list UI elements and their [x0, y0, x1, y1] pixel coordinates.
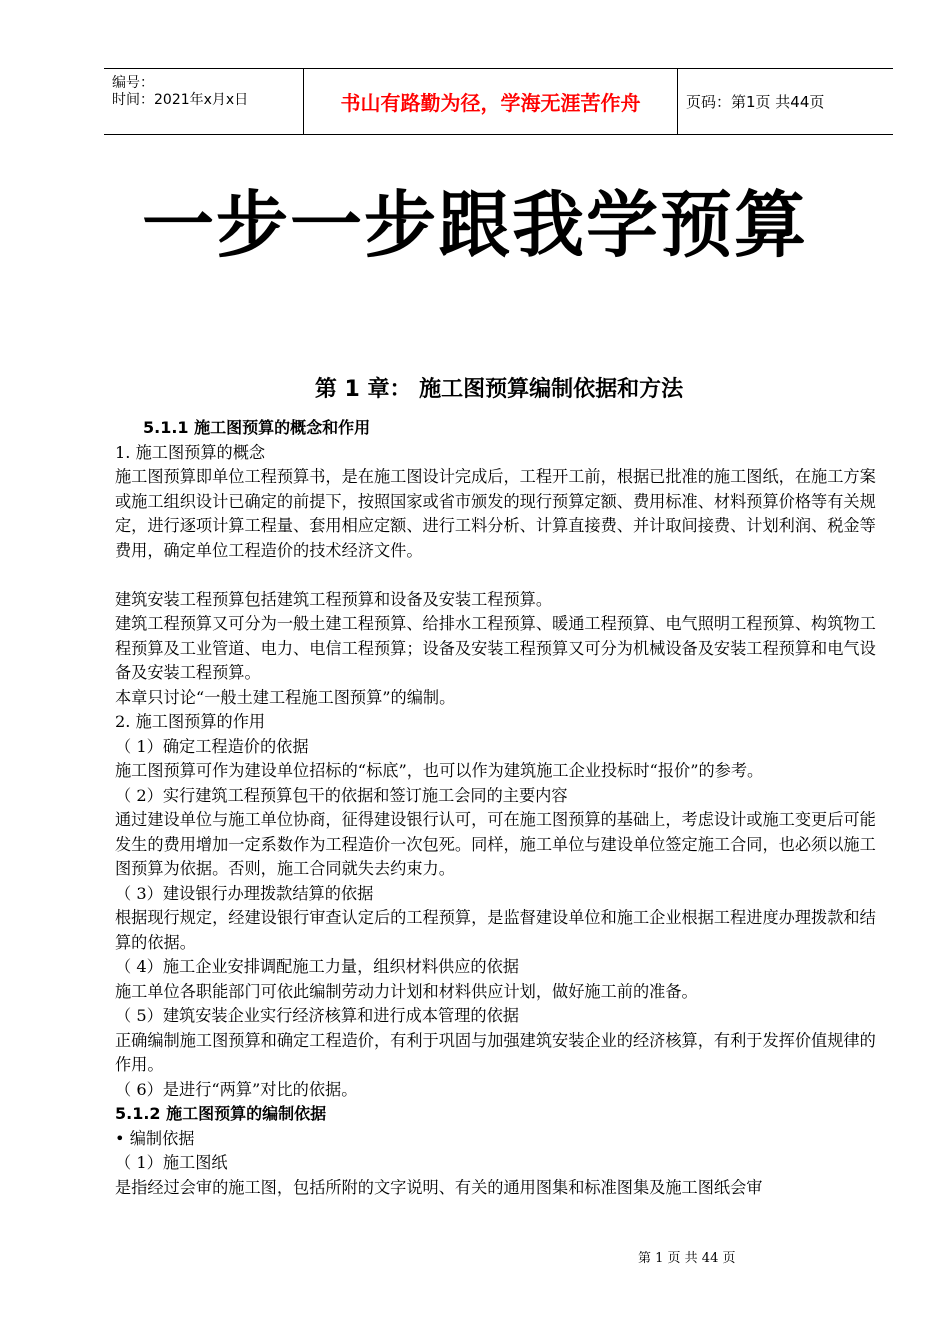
body-paragraph: 通过建设单位与施工单位协商，征得建设银行认可，可在施工图预算的基础上，考虑设计或施工变更后可能发生的费用增加一定系数作为工程造价一次包死。同样，施工单位与建设单位签定施工合同，也必须以施工图预算为依据。否则，施工合同就失去约束力。	[115, 810, 876, 878]
body-paragraph: 施工图预算即单位工程预算书，是在施工图设计完成后，工程开工前，根据已批准的施工图纸，在施工方案或施工组织设计已确定的前提下，按照国家或省市颁发的现行预算定额、费用标准、材料预算价格等有关规定，进行逐项计算工程量、套用相应定额、进行工料分析、计算直接费、并计取间接费、计划利润、税金等费用，确定单位工程造价的技术经济文件。	[115, 467, 876, 560]
body-paragraph: 1. 施工图预算的概念	[115, 442, 266, 462]
body-paragraph: （ 5）建筑安装企业实行经济核算和进行成本管理的依据	[115, 1006, 519, 1025]
header-page: 页码：第1页 共44页	[686, 93, 825, 111]
header-motto: 书山有路勤为径，学海无涯苦作舟	[304, 69, 678, 134]
header-number: 编号：	[112, 75, 154, 91]
document-body	[115, 416, 885, 1200]
chapter-heading: 第 1 章： 施工图预算编制依据和方法	[314, 377, 684, 402]
body-paragraph: （ 4）施工企业安排调配施工力量，组织材料供应的依据	[115, 957, 519, 976]
body-paragraph: 根据现行规定，经建设银行审查认定后的工程预算，是监督建设单位和施工企业根据工程进度办理拨款和结算的依据。	[115, 908, 876, 952]
page-footer: 第 1 页 共 44 页	[638, 1251, 736, 1266]
body-paragraph: （ 3）建设银行办理拨款结算的依据	[115, 883, 374, 903]
section-heading: 5.1.2 施工图预算的编制依据	[115, 1104, 327, 1123]
body-paragraph: 施工单位各职能部门可依此编制劳动力计划和材料供应计划，做好施工前的准备。	[115, 981, 698, 1001]
blank-line	[115, 563, 885, 588]
body-paragraph: （ 2）实行建筑工程预算包干的依据和签订施工会同的主要内容	[115, 785, 568, 805]
body-paragraph: 是指经过会审的施工图，包括所附的文字说明、有关的通用图集和标准图集及施工图纸会审	[115, 1177, 763, 1197]
body-paragraph: 本章只讨论“一般土建工程施工图预算”的编制。	[115, 687, 456, 707]
body-paragraph: 2. 施工图预算的作用	[115, 712, 266, 731]
body-paragraph: 建筑安装工程预算包括建筑工程预算和设备及安装工程预算。	[115, 589, 553, 609]
header-date: 时间：2021年x月x日	[112, 92, 249, 108]
page-header	[104, 68, 893, 135]
body-paragraph: （ 6）是进行“两算”对比的依据。	[115, 1079, 358, 1099]
document-title: 一步一步跟我学预算	[141, 183, 808, 267]
body-paragraph: （ 1）确定工程造价的依据	[115, 736, 309, 756]
section-heading: 5.1.1 施工图预算的概念和作用	[143, 418, 371, 437]
body-paragraph: • 编制依据	[115, 1128, 195, 1148]
body-paragraph: 正确编制施工图预算和确定工程造价，有利于巩固与加强建筑安装企业的经济核算，有利于发挥价值规律的作用。	[115, 1030, 876, 1074]
body-paragraph: 建筑工程预算又可分为一般土建工程预算、给排水工程预算、暖通工程预算、电气照明工程预算、构筑物工程预算及工业管道、电力、电信工程预算；设备及安装工程预算又可分为机械设备及安装工程预算和电气设备及安装工程预算。	[115, 614, 876, 682]
header-meta	[104, 69, 304, 134]
body-paragraph: 施工图预算可作为建设单位招标的“标底”，也可以作为建筑施工企业投标时“报价”的参考。	[115, 761, 764, 780]
body-paragraph: （ 1）施工图纸	[115, 1153, 228, 1172]
